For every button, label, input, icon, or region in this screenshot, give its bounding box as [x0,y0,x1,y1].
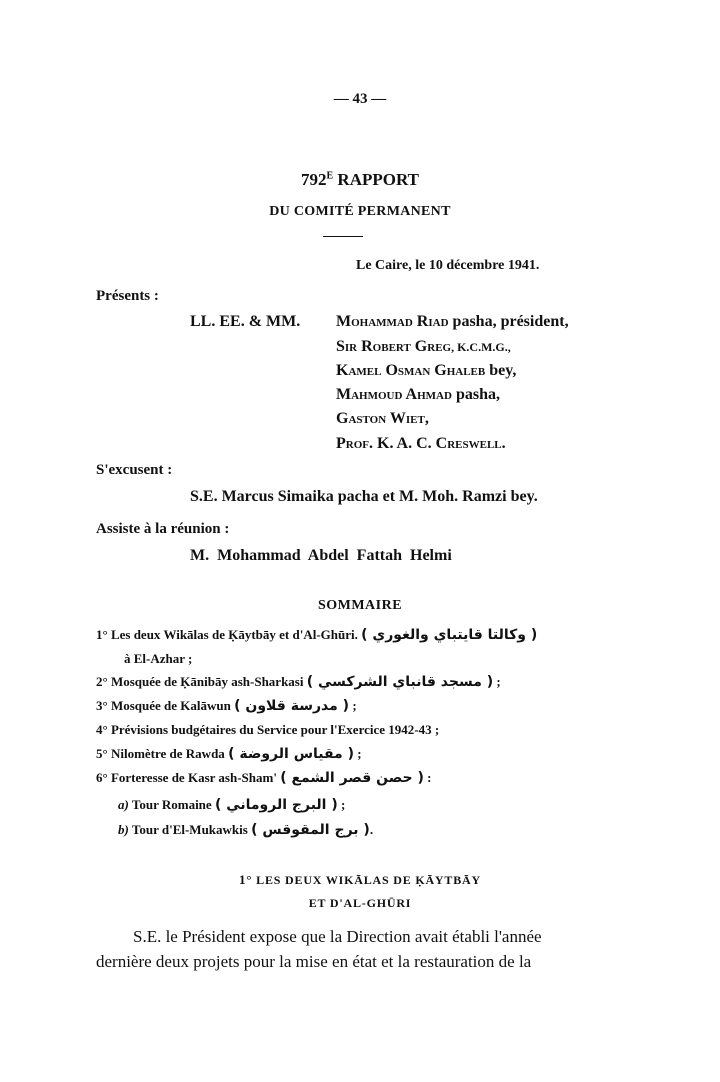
sommaire-item [96,746,362,762]
body-line: dernière deux projets pour la mise en état et la restauration de la [96,952,532,971]
member-name: Prof. K. A. C. Creswell [336,435,502,452]
page-number: — 43 — [333,91,387,107]
body-line: S.E. le Président expose que la Direction avait établi l'année [133,927,542,946]
member-name: Mohammad Riad [336,313,449,330]
item-arabic: ( حصن قصر الشمع ) [280,770,424,786]
item-end: ; [349,698,357,713]
member-suffix: bey, [485,362,517,379]
member-suffix: , [424,410,429,427]
item-arabic: ( برج المقوقس ) [251,822,370,838]
sommaire-item [96,674,501,690]
member-name: Mahmoud Ahmad [336,386,452,403]
dateline: Le Caire, le 10 décembre 1941. [356,258,540,273]
member-suffix: . [501,435,506,452]
excusent-text: S.E. Marcus Simaika pacha et M. Moh. Ramzi bey. [190,488,538,505]
member-line [336,410,429,428]
item-text: Tour d'El-Mukawkis [131,822,248,837]
item-end: ; [337,797,346,812]
item-number: a) [118,797,129,812]
item-number: 4° [96,722,108,737]
member-suffix: pasha, président, [448,313,569,330]
item-number: b) [118,822,129,837]
report-number: 792 [301,170,327,189]
item-end: ; [493,674,501,689]
member-name: Kamel Osman Ghaleb [336,362,486,379]
report-subtitle: DU COMITÉ PERMANENT [269,204,451,219]
section-heading-line1 [0,872,720,888]
member-line [336,313,569,331]
item-arabic: ( وكالتا قايتباي والغوري ) [361,627,538,643]
item-text: Mosquée de Ḳānibāy ash-Sharkasi [110,674,304,689]
item-text: Prévisions budgétaires du Service pour l'Exercice 1942-43 ; [110,722,440,737]
member-line [336,386,500,404]
presents-label: Présents : [96,288,159,304]
member-name: Sir Robert Greg [336,338,452,355]
member-name: Gaston Wiet [336,410,425,427]
item-end: ; [354,746,362,761]
item-text: Tour Romaine [131,797,212,812]
assiste-label: Assiste à la réunion : [96,521,230,537]
member-line [336,338,511,356]
item-number: 2° [96,674,108,689]
section-number: 1° [239,872,253,887]
report-word: RAPPORT [337,170,419,189]
sommaire-item-cont: à El-Azhar ; [124,651,193,666]
report-number-sup: E [326,170,334,182]
sommaire-subitem [118,797,345,813]
sommaire-heading: SOMMAIRE [317,598,403,613]
item-end: . [369,822,374,837]
sommaire-item [96,722,439,738]
member-suffix: pasha, [451,386,500,403]
item-number: 6° [96,770,108,785]
title-divider [323,236,363,237]
member-line [336,435,506,453]
item-text: Les deux Wikālas de Ḳāytbāy et d'Al-Ghūri. [110,627,358,642]
item-number: 3° [96,698,108,713]
section-title: LES DEUX WIKĀLAS DE ḲĀYTBĀY [256,873,481,887]
presents-prefix: LL. EE. & MM. [190,313,301,330]
sommaire-item [96,698,357,714]
sommaire-item [96,627,537,643]
excusent-label: S'excusent : [96,462,173,478]
item-number: 1° [96,627,108,642]
item-arabic: ( مدرسة قلاون ) [234,698,350,714]
item-arabic: ( البرج الروماني ) [214,797,338,813]
item-text: Mosquée de Kalāwun [110,698,231,713]
item-arabic: ( مقياس الروضة ) [228,746,355,762]
item-end: : [423,770,432,785]
sommaire-subitem [118,822,373,838]
item-text: Nilomètre de Rawda [110,746,225,761]
item-number: 5° [96,746,108,761]
section-heading-line2: ET D'AL-GHŪRI [308,896,412,910]
item-text: Forteresse de Kasr ash-Sham' [110,770,277,785]
sommaire-item [96,770,431,786]
report-title [0,170,720,190]
member-suffix: , K.C.M.G., [451,340,511,354]
assiste-text: M. Mohammad Abdel Fattah Helmi [190,547,452,564]
member-line [336,362,516,380]
item-arabic: ( مسجد قانباي الشركسي ) [306,674,494,690]
